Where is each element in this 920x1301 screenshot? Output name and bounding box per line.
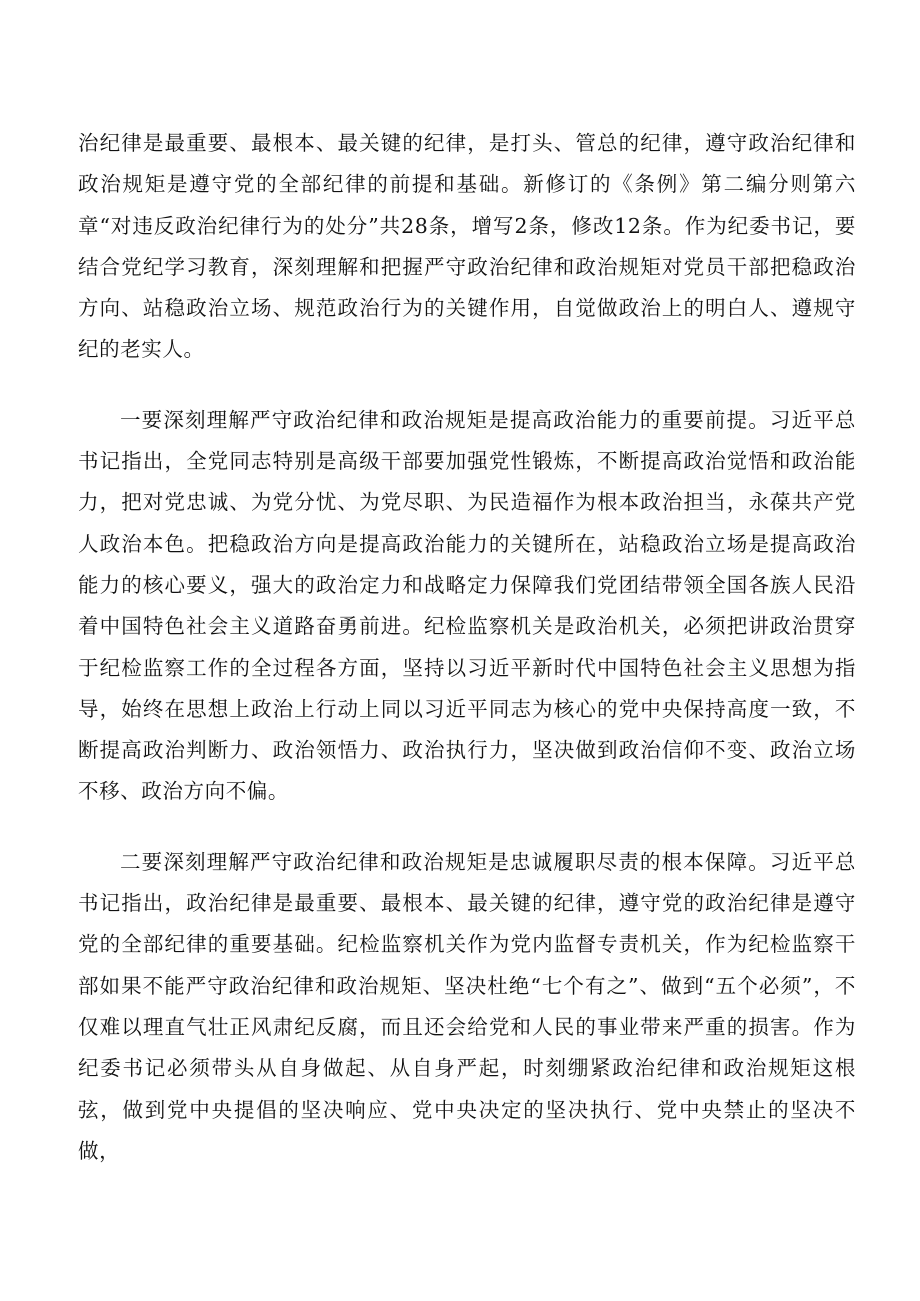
- paragraph-spacer: [78, 371, 856, 400]
- paragraph-2: 一要深刻理解严守政治纪律和政治规矩是提高政治能力的重要前提。习近平总书记指出，全党同志特别是高级干部要加强党性锻炼，不断提高政治觉悟和政治能力，把对党忠诚、为党分忧、为党尽职、为民造福作为根本政治担当，永葆共产党人政治本色。把稳政治方向是提高政治能力的关键所在，站稳政治立场是提高政治能力的核心要义，强大的政治定力和战略定力保障我们党团结带领全国各族人民沿着中国特色社会主义道路奋勇前进。纪检监察机关是政治机关，必须把讲政治贯穿于纪检监察工作的全过程各方面，坚持以习近平新时代中国特色社会主义思想为指导，始终在思想上政治上行动上同以习近平同志为核心的党中央保持高度一致，不断提高政治判断力、政治领悟力、政治执行力，坚决做到政治信仰不变、政治立场不移、政治方向不偏。: [78, 407, 856, 804]
- paragraph-3: 二要深刻理解严守政治纪律和政治规矩是忠诚履职尽责的根本保障。习近平总书记指出，政治纪律是最重要、最根本、最关键的纪律，遵守党的政治纪律是遵守党的全部纪律的重要基础。纪检监察机关作为党内监督专责机关，作为纪检监察干部如果不能严守政治纪律和政治规矩、坚决杜绝“七个有之”、做到“五个必须”，不仅难以理直气壮正风肃纪反腐，而且还会给党和人民的事业带来严重的损害。作为纪委书记必须带头从自身做起、从自身严起，时刻绷紧政治纪律和政治规矩这根弦，做到党中央提倡的坚决响应、党中央决定的坚决执行、党中央禁止的坚决不做，: [78, 849, 856, 1163]
- paragraph-1: 治纪律是最重要、最根本、最关键的纪律，是打头、管总的纪律，遵守政治纪律和政治规矩是遵守党的全部纪律的前提和基础。新修订的《条例》第二编分则第六章“对违反政治纪律行为的处分”共28条，增写2条，修改12条。作为纪委书记，要结合党纪学习教育，深刻理解和把握严守政治纪律和政治规矩对党员干部把稳政治方向、站稳政治立场、规范政治行为的关键作用，自觉做政治上的明白人、遵规守纪的老实人。: [78, 131, 856, 362]
- paragraph-spacer: [78, 813, 856, 842]
- document-body: [78, 123, 856, 1172]
